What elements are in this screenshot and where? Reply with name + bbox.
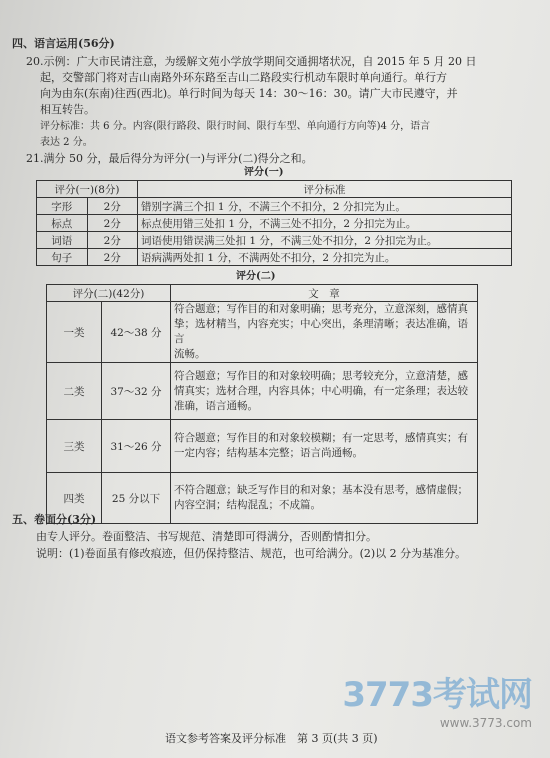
table-cell-line: 挚；选材精当，内容充实；中心突出，条理清晰；表达准确，语言 xyxy=(174,318,468,345)
table-cell: 31～26 分 xyxy=(102,420,171,473)
table-cell-line: 内容空洞；结构混乱；不成篇。 xyxy=(174,499,321,511)
table-cell: 25 分以下 xyxy=(102,473,171,524)
table-cell: 一类 xyxy=(47,302,102,363)
q20-line4: 相互转告。 xyxy=(40,103,95,116)
table2-caption: 评分(二) xyxy=(236,271,276,282)
table-row xyxy=(47,473,478,524)
watermark-logo: 3773考试网 xyxy=(342,675,532,715)
table-cell: 2分 xyxy=(87,215,138,232)
table-cell xyxy=(171,302,478,363)
table-header-row xyxy=(37,181,512,198)
scoring-table-1 xyxy=(36,180,512,266)
section5-line1: 由专人评分。卷面整洁、书写规范、清楚即可得满分，否则酌情扣分。 xyxy=(36,530,377,543)
table-row xyxy=(47,420,478,473)
watermark xyxy=(342,667,532,730)
table-cell-line: 不符合题意；缺乏写作目的和对象；基本没有思考，感情虚假； xyxy=(174,484,468,496)
table-cell: 四类 xyxy=(47,473,102,524)
section4-title: 四、语言运用(56分) xyxy=(12,37,115,50)
table-cell: 错别字满三个扣 1 分，不满三个不扣分，2 分扣完为止。 xyxy=(138,198,512,215)
table-cell: 42～38 分 xyxy=(102,302,171,363)
table-cell: 语病满两处扣 1 分，不满两处不扣分，2 分扣完为止。 xyxy=(138,249,512,266)
page-footer: 语文参考答案及评分标准 第 3 页(共 3 页) xyxy=(165,732,378,745)
q20-score-line1: 评分标准：共 6 分。内容(限行路段、限行时间、限行车型、单向通行方向等)4 分，语言 xyxy=(40,121,431,132)
table-row xyxy=(37,232,512,249)
table-cell: 词语 xyxy=(37,232,88,249)
table-cell-line: 流畅。 xyxy=(174,348,206,360)
table-cell: 词语使用错误满三处扣 1 分，不满三处不扣分，2 分扣完为止。 xyxy=(138,232,512,249)
table-header-cell: 评分(二)(42分) xyxy=(47,285,171,302)
watermark-url: www.3773.com xyxy=(439,716,532,730)
q21-intro: 21.满分 50 分，最后得分为评分(一)与评分(二)得分之和。 xyxy=(26,152,313,165)
table-cell: 2分 xyxy=(87,232,138,249)
table-header-cell: 评分(一)(8分) xyxy=(37,181,138,198)
table-cell-line: 符合题意；写作目的和对象明确；思考充分，立意深刻，感情真 xyxy=(174,303,468,315)
table-row xyxy=(47,302,478,363)
table-header-row xyxy=(47,285,478,302)
table-cell: 三类 xyxy=(47,420,102,473)
table-cell-line: 符合题意；写作目的和对象较模糊；有一定思考，感情真实；有 xyxy=(174,432,468,444)
table-row xyxy=(37,249,512,266)
table-cell-line: 情真实；选材合理，内容具体；中心明确，有一定条理；表达较 xyxy=(174,384,468,397)
scoring-table-2 xyxy=(46,284,478,524)
table-row xyxy=(37,215,512,232)
table1-caption: 评分(一) xyxy=(244,167,284,178)
table-cell: 字形 xyxy=(37,198,88,215)
table-cell: 标点 xyxy=(37,215,88,232)
table-cell-line: 准确，语言通畅。 xyxy=(174,399,258,412)
table-row xyxy=(47,363,478,420)
table-cell: 标点使用错三处扣 1 分，不满三处不扣分，2 分扣完为止。 xyxy=(138,215,512,232)
section5-line2: 说明：(1)卷面虽有修改痕迹，但仍保持整洁、规范，也可给满分。(2)以 2 分为基准分。 xyxy=(36,547,467,560)
q20-line1: 20.示例：广大市民请注意，为缓解文苑小学放学期间交通拥堵状况，自 2015 年 5 月 20 日 xyxy=(26,55,477,68)
q20-line2: 起，交警部门将对吉山南路外环东路至吉山二路段实行机动车限时单向通行。单行方 xyxy=(40,71,447,84)
table-cell xyxy=(171,420,478,473)
q20-score-line2: 表达 2 分。 xyxy=(40,137,93,148)
table-header-cell: 评分标准 xyxy=(138,181,512,198)
table-cell xyxy=(171,473,478,524)
table-cell-line: 符合题意；写作目的和对象较明确；思考较充分，立意清楚，感 xyxy=(174,369,468,382)
q20-line3: 向为由东(东南)往西(西北)。单行时间为每天 14：30～16：30。请广大市民遵守，并 xyxy=(40,87,458,100)
section5-title: 五、卷面分(3分) xyxy=(12,513,97,526)
table-cell: 37～32 分 xyxy=(102,363,171,420)
table-cell: 2分 xyxy=(87,249,138,266)
table-cell: 二类 xyxy=(47,363,102,420)
table-row xyxy=(37,198,512,215)
table-cell xyxy=(171,363,478,420)
table-cell: 句子 xyxy=(37,249,88,266)
table-cell: 2分 xyxy=(87,198,138,215)
table-header-cell: 文 章 xyxy=(171,285,478,302)
table-cell-line: 一定内容；结构基本完整；语言尚通畅。 xyxy=(174,447,363,459)
